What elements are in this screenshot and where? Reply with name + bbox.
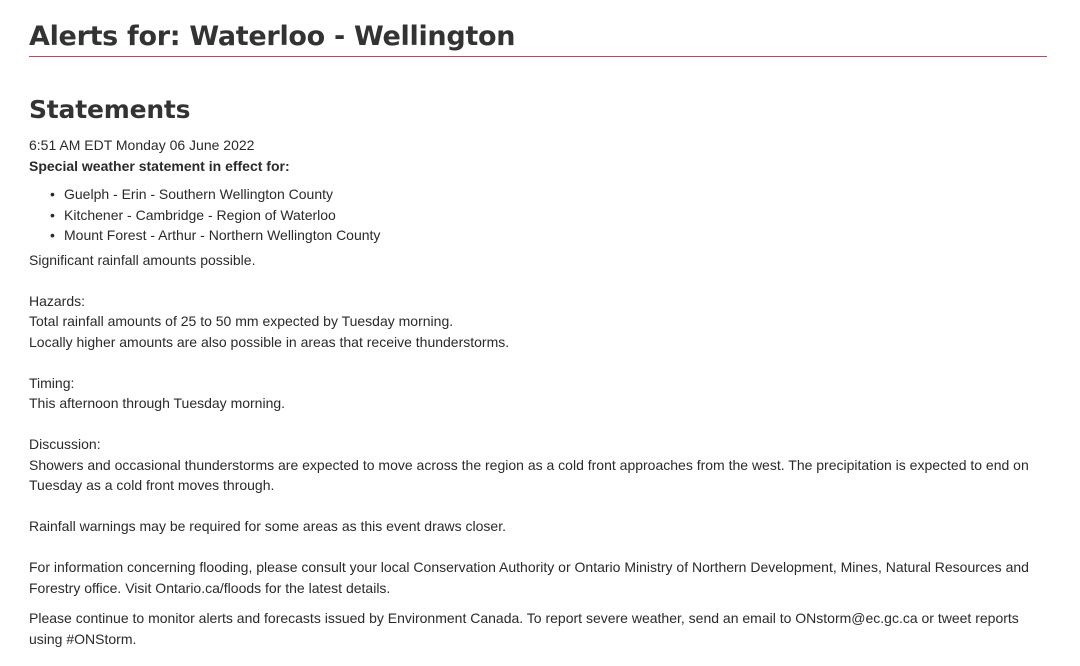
weather-statement xyxy=(29,135,1047,649)
timing-label: Timing: xyxy=(29,374,75,391)
page-title: Alerts for: Waterloo - Wellington xyxy=(29,21,516,52)
rainfall-warning-note: Rainfall warnings may be required for some areas as this event draws closer. xyxy=(29,518,506,534)
region-item xyxy=(50,225,1047,246)
region-item xyxy=(50,184,1047,205)
bullet-icon: • xyxy=(50,227,55,243)
statement-effect-title: Special weather statement in effect for: xyxy=(29,157,290,174)
region-item xyxy=(50,205,1047,226)
bullet-icon: • xyxy=(50,186,55,202)
bullet-icon: • xyxy=(50,206,55,223)
discussion-label: Discussion: xyxy=(29,436,101,452)
monitor-info: Please continue to monitor alerts and forecasts issued by Environment Canada. To report severe weather, send an email to ONstorm@ec.gc.ca or tweet reports using #ONStorm. xyxy=(29,610,1019,647)
affected-regions-list xyxy=(29,184,1047,246)
timing-text: This afternoon through Tuesday morning. xyxy=(29,395,286,411)
issued-timestamp: 6:51 AM EDT Monday 06 June 2022 xyxy=(29,137,255,153)
statement-summary: Significant rainfall amounts possible. xyxy=(29,251,256,268)
hazards-line: Total rainfall amounts of 25 to 50 mm expected by Tuesday morning. xyxy=(29,313,454,329)
statements-heading: Statements xyxy=(29,95,191,124)
region-name: Kitchener - Cambridge - Region of Waterloo xyxy=(64,206,336,223)
title-divider xyxy=(29,56,1047,57)
region-name: Guelph - Erin - Southern Wellington County xyxy=(64,186,333,202)
discussion-text: Showers and occasional thunderstorms are expected to move across the region as a cold front approaches from the west. The precipitation is expected to end on Tuesday as a cold front moves through. xyxy=(29,456,1029,493)
hazards-line: Locally higher amounts are also possible in areas that receive thunderstorms. xyxy=(29,333,510,350)
region-name: Mount Forest - Arthur - Northern Wellington County xyxy=(64,227,381,243)
hazards-label: Hazards: xyxy=(29,292,86,309)
flooding-info: For information concerning flooding, please consult your local Conservation Authority or Ontario Ministry of Northern Development, Mines, Natural Resources and Forestry office. Visit Ontario.ca/floods for the latest details. xyxy=(29,559,1029,596)
